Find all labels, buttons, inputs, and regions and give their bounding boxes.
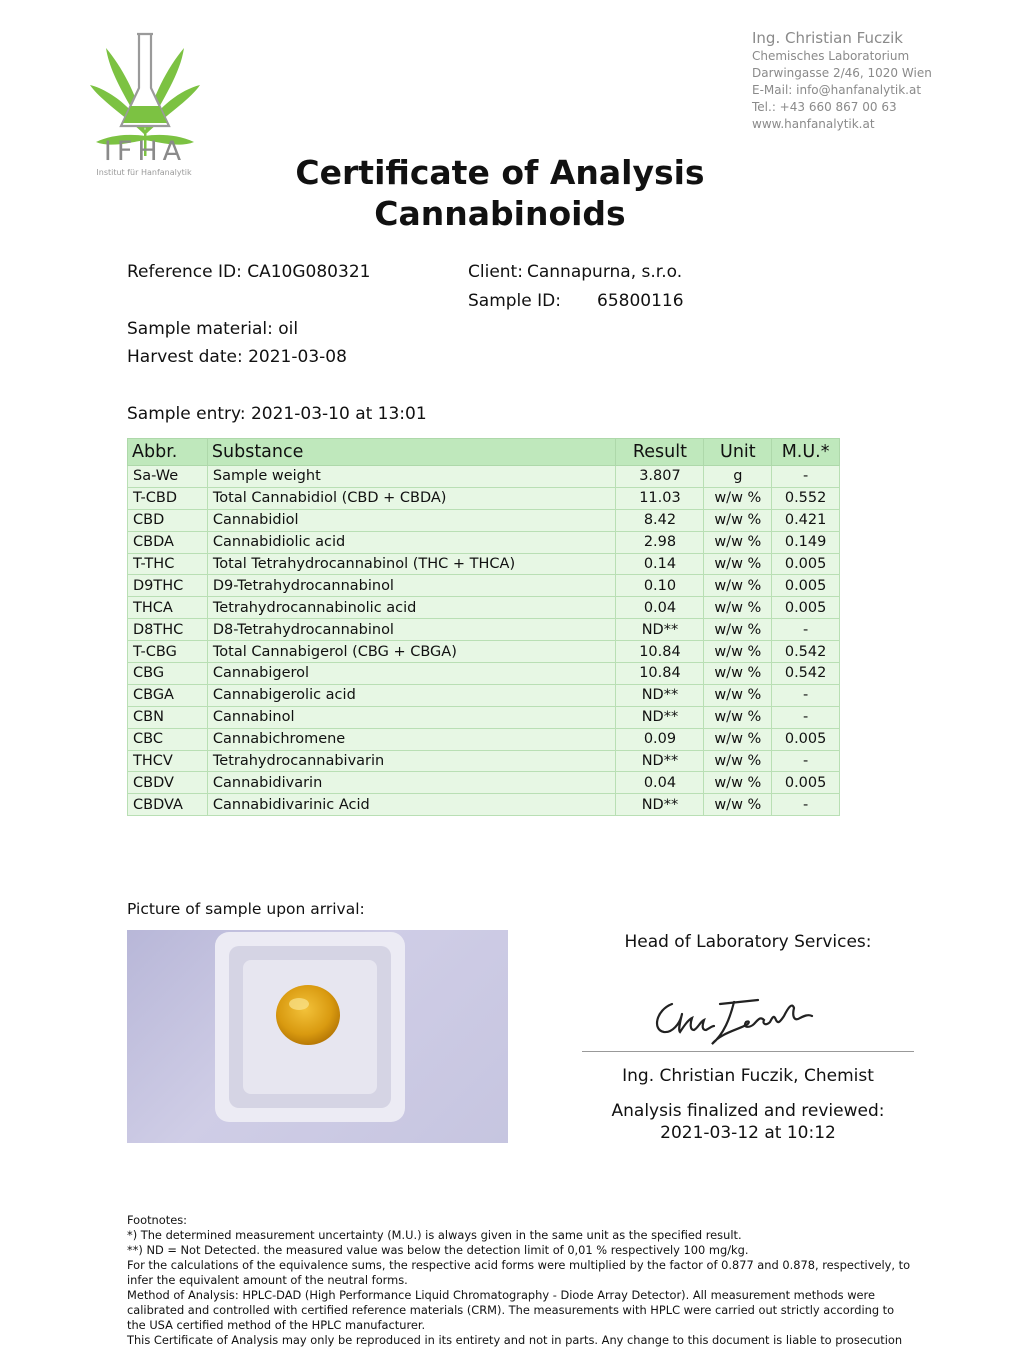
cell-abbr: CBD: [128, 509, 208, 531]
sample-id-label: Sample ID:: [468, 291, 561, 311]
cell-abbr: CBC: [128, 728, 208, 750]
cell-abbr: CBG: [128, 663, 208, 685]
col-abbr: Abbr.: [128, 439, 208, 466]
table-row: [128, 619, 840, 641]
cell-mu: 0.005: [772, 575, 840, 597]
cell-unit: w/w %: [704, 684, 772, 706]
finalized-label: Analysis finalized and reviewed:: [611, 1101, 885, 1121]
lab-line: Chemisches Laboratorium: [752, 49, 910, 63]
cell-result: 0.10: [616, 575, 704, 597]
cell-unit: w/w %: [704, 663, 772, 685]
cell-result: 0.09: [616, 728, 704, 750]
cell-abbr: T-CBG: [128, 641, 208, 663]
cell-result: ND**: [616, 619, 704, 641]
cell-abbr: CBDV: [128, 772, 208, 794]
signature-line: [582, 1051, 914, 1052]
title-line-2: Cannabinoids: [374, 194, 626, 233]
cell-mu: 0.005: [772, 772, 840, 794]
lab-phone: Tel.: +43 660 867 00 63: [752, 100, 897, 114]
cell-result: 0.14: [616, 553, 704, 575]
cell-abbr: D8THC: [128, 619, 208, 641]
footnote-method-cont-2: the USA certified method of the HPLC manufacturer.: [127, 1318, 426, 1332]
head-of-lab-label: Head of Laboratory Services:: [624, 932, 872, 952]
table-row: [128, 794, 840, 816]
footnotes: [127, 1213, 937, 1348]
table-row: [128, 706, 840, 728]
cell-substance: D8-Tetrahydrocannabinol: [207, 619, 616, 641]
cell-substance: Cannabinol: [207, 706, 616, 728]
cell-result: 0.04: [616, 597, 704, 619]
table-row: [128, 487, 840, 509]
cell-mu: 0.421: [772, 509, 840, 531]
cell-unit: w/w %: [704, 750, 772, 772]
sample-photo: [127, 930, 508, 1143]
table-row: [128, 750, 840, 772]
document-title: [0, 152, 1000, 234]
footnote-calc-cont: infer the equivalent amount of the neutral forms.: [127, 1273, 408, 1287]
cell-substance: Cannabigerol: [207, 663, 616, 685]
cell-result: ND**: [616, 750, 704, 772]
cell-mu: 0.552: [772, 487, 840, 509]
sample-material: Sample material: oil: [127, 319, 299, 339]
cell-substance: D9-Tetrahydrocannabinol: [207, 575, 616, 597]
cell-unit: w/w %: [704, 553, 772, 575]
col-mu: M.U.*: [772, 439, 840, 466]
lab-contact: [752, 28, 932, 133]
cell-abbr: CBGA: [128, 684, 208, 706]
cell-mu: 0.149: [772, 531, 840, 553]
lab-address: Darwingasse 2/46, 1020 Wien: [752, 66, 932, 80]
footnote-reproduction: This Certificate of Analysis may only be reproduced in its entirety and not in parts. Any change to this document is liable to prosecution: [127, 1333, 903, 1347]
footnote-calc: For the calculations of the equivalence sums, the respective acid forms were multiplied by the factor of 0.877 and 0.878, respectively, to: [127, 1258, 911, 1272]
cell-substance: Cannabigerolic acid: [207, 684, 616, 706]
cell-mu: -: [772, 794, 840, 816]
col-substance: Substance: [207, 439, 616, 466]
cell-substance: Cannabidivarinic Acid: [207, 794, 616, 816]
cell-result: 11.03: [616, 487, 704, 509]
cell-result: ND**: [616, 706, 704, 728]
client-label: Client:: [468, 262, 523, 282]
cell-mu: -: [772, 619, 840, 641]
cell-abbr: Sa-We: [128, 466, 208, 488]
footnote-method-cont: calibrated and controlled with certified reference materials (CRM). The measurements with HPLC were carried out strictly according to: [127, 1303, 895, 1317]
cell-result: ND**: [616, 684, 704, 706]
lab-website: www.hanfanalytik.at: [752, 117, 875, 131]
cell-unit: w/w %: [704, 641, 772, 663]
cell-unit: g: [704, 466, 772, 488]
table-row: [128, 641, 840, 663]
cell-unit: w/w %: [704, 772, 772, 794]
lab-name: Ing. Christian Fuczik: [752, 29, 903, 47]
cell-abbr: D9THC: [128, 575, 208, 597]
sample-dish-image: [127, 930, 508, 1143]
table-row: [128, 772, 840, 794]
cell-unit: w/w %: [704, 509, 772, 531]
cell-mu: 0.005: [772, 553, 840, 575]
cell-abbr: T-CBD: [128, 487, 208, 509]
cell-abbr: T-THC: [128, 553, 208, 575]
cell-abbr: THCA: [128, 597, 208, 619]
cell-substance: Cannabidivarin: [207, 772, 616, 794]
table-row: [128, 531, 840, 553]
col-unit: Unit: [704, 439, 772, 466]
cell-unit: w/w %: [704, 728, 772, 750]
cell-result: 2.98: [616, 531, 704, 553]
cell-mu: 0.542: [772, 663, 840, 685]
cell-substance: Cannabidiolic acid: [207, 531, 616, 553]
cell-mu: -: [772, 466, 840, 488]
harvest-date: Harvest date: 2021-03-08: [127, 347, 347, 367]
sample-id-value: 65800116: [597, 291, 684, 311]
cell-mu: 0.542: [772, 641, 840, 663]
cell-unit: w/w %: [704, 575, 772, 597]
cell-result: 0.04: [616, 772, 704, 794]
sample-entry: Sample entry: 2021-03-10 at 13:01: [127, 404, 427, 424]
cell-unit: w/w %: [704, 794, 772, 816]
finalized-date: 2021-03-12 at 10:12: [660, 1123, 836, 1143]
cell-result: ND**: [616, 794, 704, 816]
cell-mu: -: [772, 684, 840, 706]
picture-label: Picture of sample upon arrival:: [127, 900, 365, 918]
cell-abbr: THCV: [128, 750, 208, 772]
cell-substance: Tetrahydrocannabivarin: [207, 750, 616, 772]
cell-abbr: CBDA: [128, 531, 208, 553]
table-row: [128, 728, 840, 750]
footnote-method: Method of Analysis: HPLC-DAD (High Performance Liquid Chromatography - Diode Array Detector). All measurement methods were: [127, 1288, 875, 1302]
footnote-nd: **) ND = Not Detected. the measured value was below the detection limit of 0,01 % respectively 100 mg/kg.: [127, 1243, 749, 1257]
logo-subtitle: Institut für Hanfanalytik: [96, 168, 192, 177]
lab-email: E-Mail: info@hanfanalytik.at: [752, 83, 922, 97]
cell-result: 10.84: [616, 663, 704, 685]
cell-unit: w/w %: [704, 619, 772, 641]
cell-substance: Total Tetrahydrocannabinol (THC + THCA): [207, 553, 616, 575]
table-row: [128, 509, 840, 531]
cell-substance: Total Cannabidiol (CBD + CBDA): [207, 487, 616, 509]
table-header-row: [128, 439, 840, 466]
handwritten-signature: [650, 990, 825, 1048]
table-row: [128, 663, 840, 685]
cell-result: 10.84: [616, 641, 704, 663]
logo-wordmark: IFHA: [103, 136, 187, 167]
cell-unit: w/w %: [704, 487, 772, 509]
table-row: [128, 466, 840, 488]
cell-abbr: CBDVA: [128, 794, 208, 816]
results-table: [127, 438, 840, 816]
table-row: [128, 553, 840, 575]
cell-substance: Total Cannabigerol (CBG + CBGA): [207, 641, 616, 663]
cell-substance: Sample weight: [207, 466, 616, 488]
cell-substance: Cannabichromene: [207, 728, 616, 750]
cell-unit: w/w %: [704, 706, 772, 728]
cell-mu: 0.005: [772, 728, 840, 750]
cell-mu: -: [772, 750, 840, 772]
cell-substance: Tetrahydrocannabinolic acid: [207, 597, 616, 619]
col-result: Result: [616, 439, 704, 466]
cell-unit: w/w %: [704, 531, 772, 553]
title-line-1: Certificate of Analysis: [295, 153, 705, 192]
cell-result: 3.807: [616, 466, 704, 488]
client-value: Cannapurna, s.r.o.: [527, 262, 683, 282]
reference-id: Reference ID: CA10G080321: [127, 262, 371, 282]
footnotes-heading: Footnotes:: [127, 1213, 187, 1227]
cell-mu: -: [772, 706, 840, 728]
footnote-mu: *) The determined measurement uncertainty (M.U.) is always given in the same unit as the specified result.: [127, 1228, 742, 1242]
cell-substance: Cannabidiol: [207, 509, 616, 531]
cell-result: 8.42: [616, 509, 704, 531]
signatory-name: Ing. Christian Fuczik, Chemist: [622, 1066, 874, 1086]
table-row: [128, 684, 840, 706]
cell-unit: w/w %: [704, 597, 772, 619]
table-row: [128, 597, 840, 619]
cell-mu: 0.005: [772, 597, 840, 619]
cell-abbr: CBN: [128, 706, 208, 728]
table-row: [128, 575, 840, 597]
